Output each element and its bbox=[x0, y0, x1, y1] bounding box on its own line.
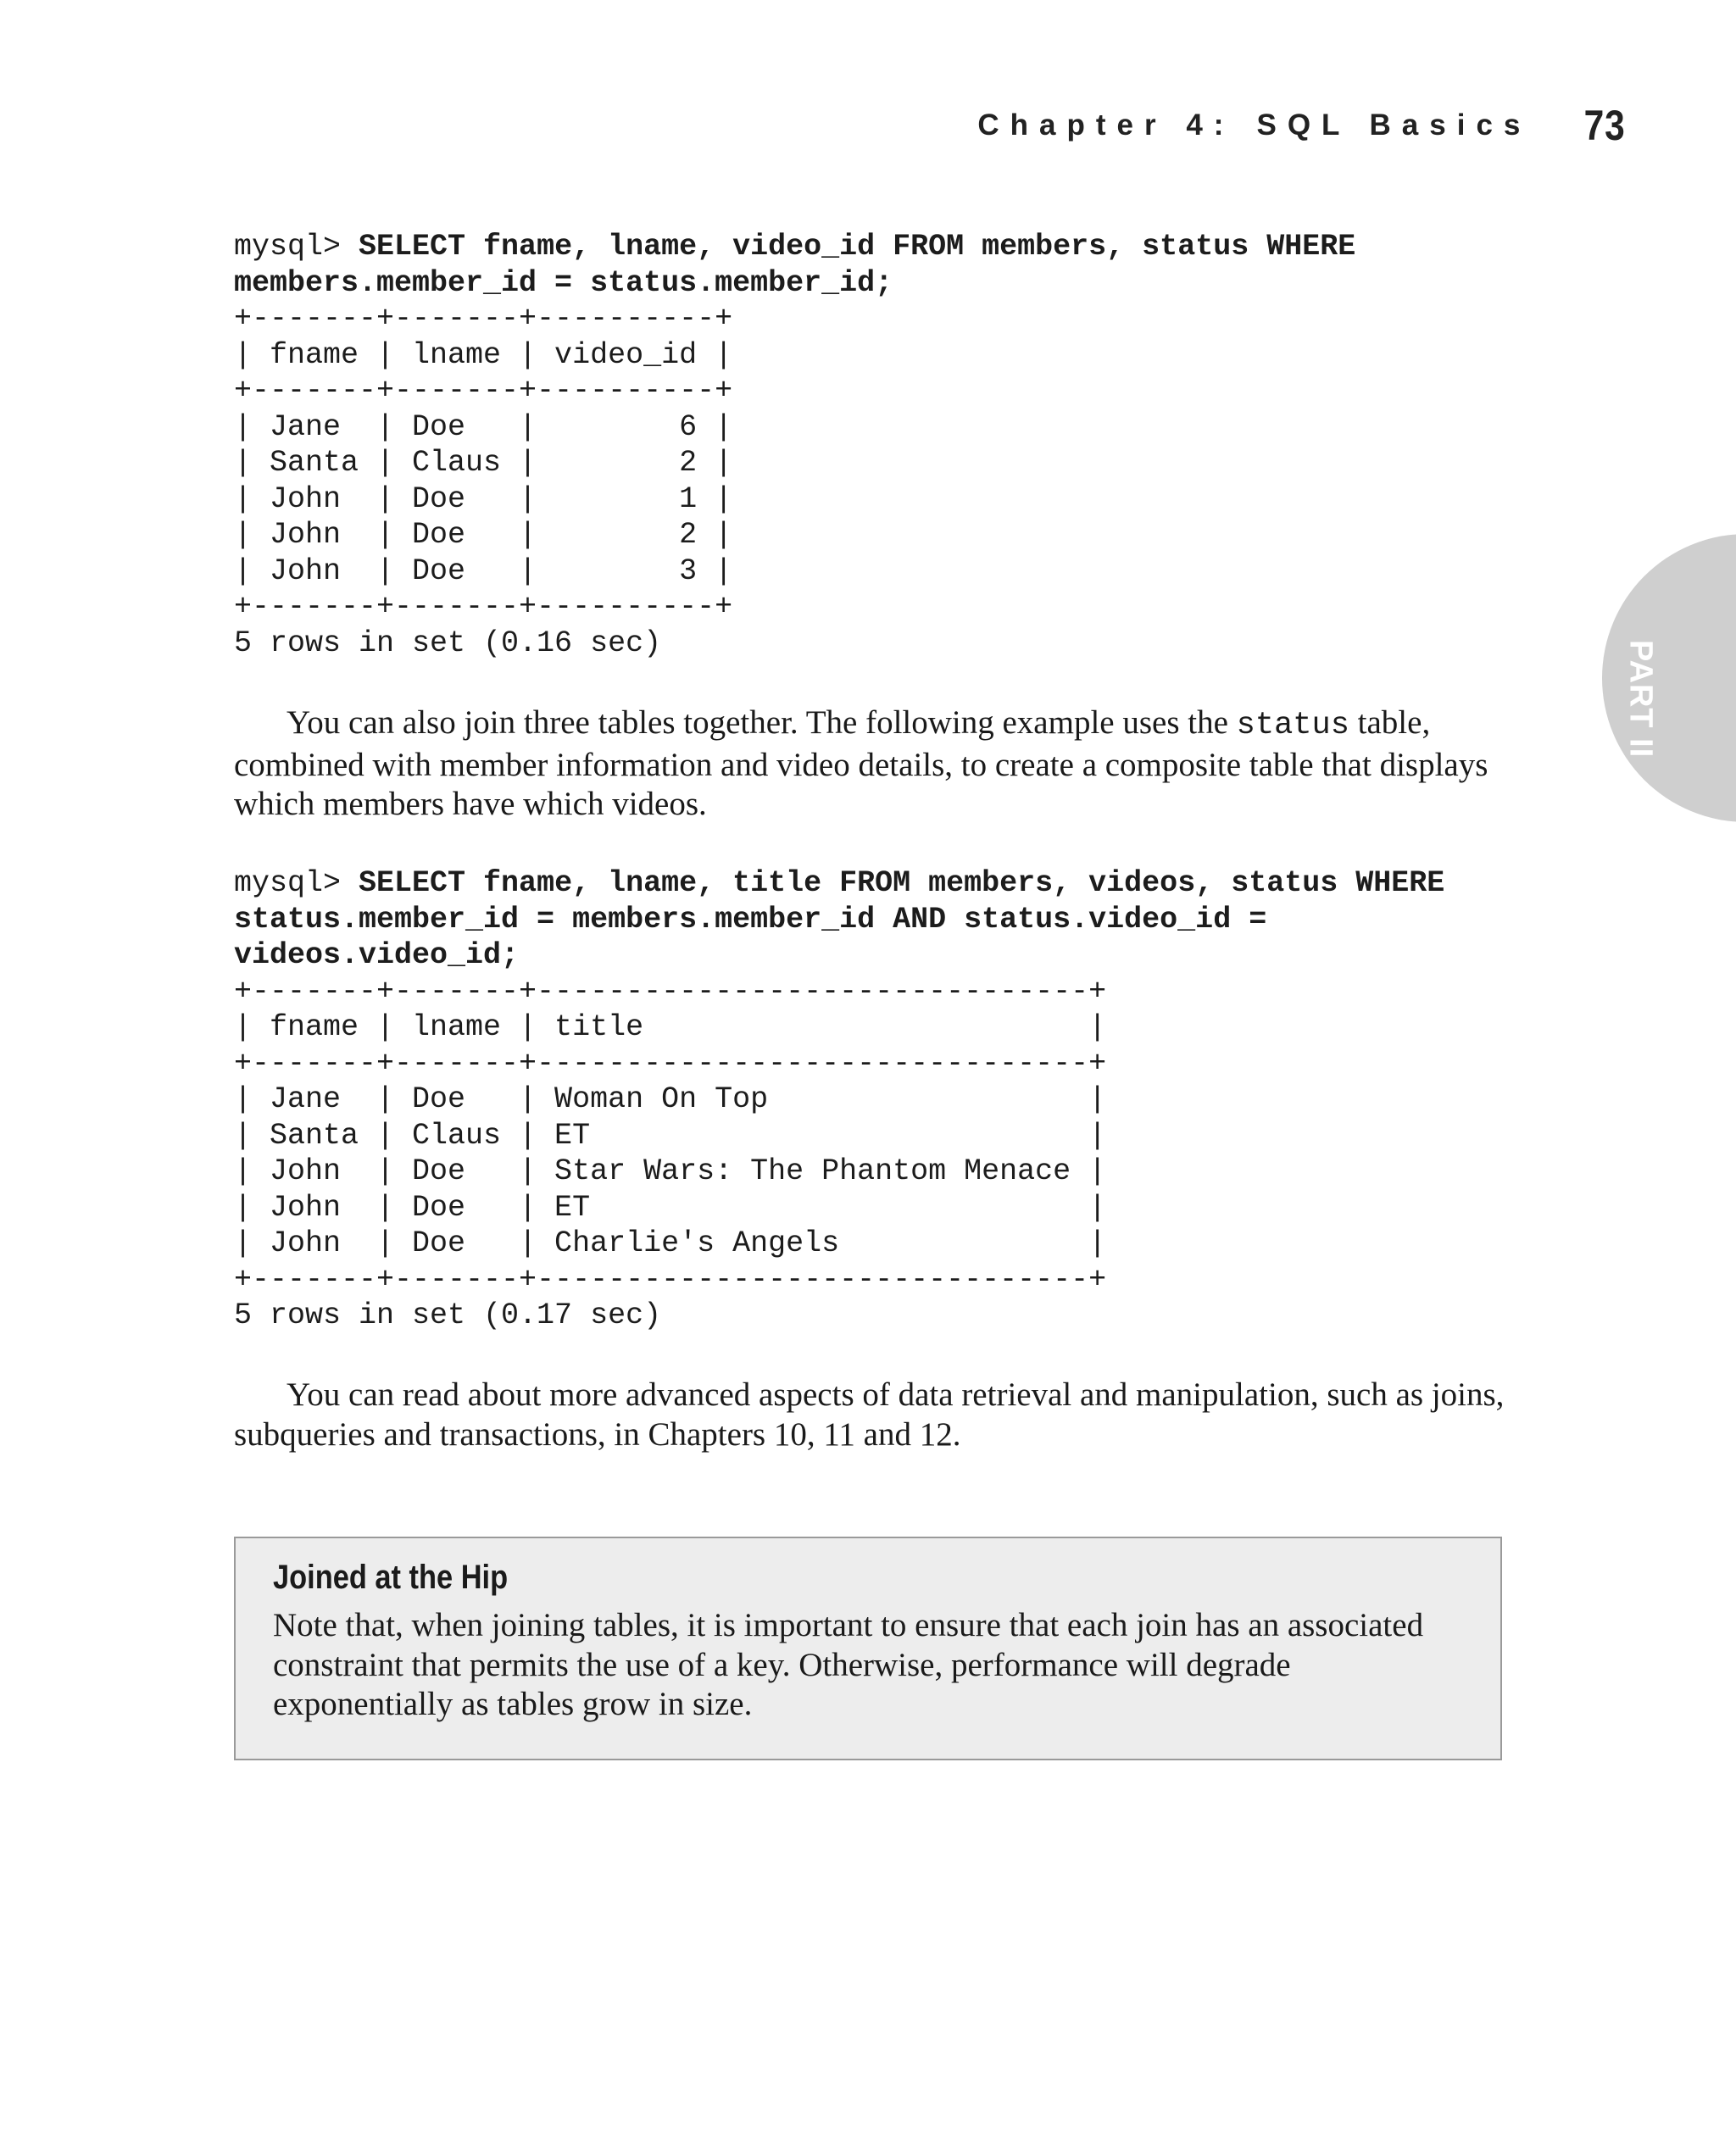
result-table-line: | fname | lname | title | bbox=[234, 1010, 1107, 1044]
result-table-line: | Jane | Doe | 6 | bbox=[234, 409, 733, 444]
sql-command-line: status.member_id = members.member_id AND status.video_id = bbox=[234, 902, 1267, 937]
result-table-line: +-------+-------+-------------------------------+ bbox=[234, 1262, 1107, 1297]
result-table-line: +-------+-------+-------------------------------+ bbox=[234, 974, 1107, 1009]
code-block-1 bbox=[234, 229, 1355, 661]
sql-command-line: SELECT fname, lname, video_id FROM members, status WHERE bbox=[359, 230, 1356, 264]
code-block-2 bbox=[234, 865, 1444, 1334]
chapter-heading bbox=[977, 108, 1531, 142]
body-paragraph-1: You can also join three tables together. The following example uses the status table, combined with member information and video details, to create a composite table that displays which members have which videos. bbox=[234, 704, 1488, 822]
sql-command-line: SELECT fname, lname, title FROM members, videos, status WHERE bbox=[359, 866, 1445, 900]
sidebar-title: Joined at the Hip bbox=[273, 1559, 509, 1596]
result-table-line: | fname | lname | video_id | bbox=[234, 337, 733, 372]
mysql-prompt: mysql> bbox=[234, 866, 359, 900]
sidebar-note bbox=[234, 1537, 1502, 1760]
result-summary: 5 rows in set (0.17 sec) bbox=[234, 1298, 662, 1332]
part-tab-label: PART II bbox=[1622, 640, 1659, 759]
page-number: 73 bbox=[1584, 102, 1626, 149]
running-head bbox=[977, 100, 1626, 151]
result-table-line: +-------+-------+----------+ bbox=[234, 374, 733, 408]
chapter-label: Chapter 4: bbox=[977, 108, 1235, 142]
result-table-line: | Santa | Claus | 2 | bbox=[234, 446, 733, 480]
result-table-line: +-------+-------+----------+ bbox=[234, 590, 733, 624]
result-table-line: +-------+-------+-------------------------------+ bbox=[234, 1046, 1107, 1081]
result-table-line: | John | Doe | Charlie's Angels | bbox=[234, 1226, 1107, 1260]
sql-command-line: members.member_id = status.member_id; bbox=[234, 265, 893, 300]
result-table-line: | Santa | Claus | ET | bbox=[234, 1118, 1107, 1153]
result-table-line: | John | Doe | 1 | bbox=[234, 481, 733, 516]
result-table-line: +-------+-------+----------+ bbox=[234, 302, 733, 336]
inline-code-status: status bbox=[1236, 708, 1349, 743]
sidebar-body: Note that, when joining tables, it is important to ensure that each join has an associated constraint that permits the use of a key. Otherwise, performance will degrade exponentially as tables grow in size. bbox=[273, 1607, 1424, 1722]
sql-command-line: videos.video_id; bbox=[234, 938, 520, 972]
section-label: SQL Basics bbox=[1256, 108, 1532, 142]
result-table-line: | John | Doe | 2 | bbox=[234, 518, 733, 552]
result-summary: 5 rows in set (0.16 sec) bbox=[234, 625, 662, 660]
result-table-line: | John | Doe | Star Wars: The Phantom Menace | bbox=[234, 1154, 1107, 1188]
result-table-line: | Jane | Doe | Woman On Top | bbox=[234, 1082, 1107, 1116]
result-table-line: | John | Doe | ET | bbox=[234, 1190, 1107, 1225]
result-table-line: | John | Doe | 3 | bbox=[234, 553, 733, 588]
body-paragraph-2: You can read about more advanced aspects of data retrieval and manipulation, such as joins, subqueries and transactions, in Chapters 10, 11 and 12. bbox=[234, 1376, 1505, 1453]
mysql-prompt: mysql> bbox=[234, 230, 359, 264]
